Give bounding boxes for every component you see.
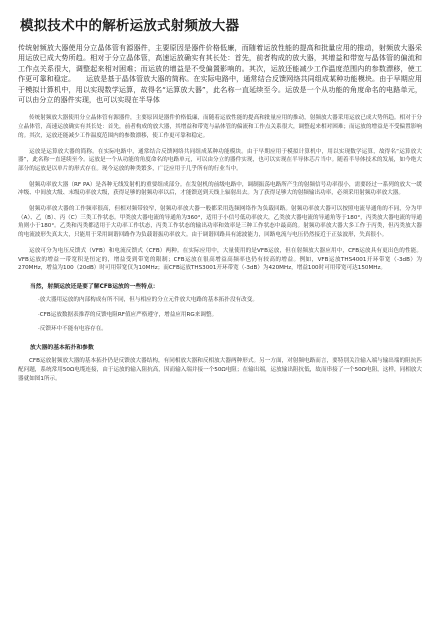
- body-paragraph-1: 传统射频放大器使用分立晶体管有源器件，主要原因是器件价格低廉，而随着运放性能的提高和批量应用的推动，射频放大器采用运放已成大势所趋。相对于分立晶体管，高速运放确实有其长处：首先，前者构成的放大器，其增益和带宽与晶体管的偏流和工作点关系很大，调整起来相对困难；而运放的增益是不受偏置影响的。其次，运放还能减少工作温度范围内的参数漂移，使工作更可靠和稳定。: [18, 115, 422, 139]
- page-title: 模拟技术中的解析运放式射频放大器: [20, 18, 240, 34]
- bullet-item-3: ·反馈环中不能有电容存在。: [38, 326, 107, 333]
- section-heading: 放大器的基本拓扑和参数: [30, 345, 94, 352]
- body-paragraph-2: 运放是运算放大器的简称。在实际电路中，通常结合反馈网络共同组成某种功能模块。由于早期应用于模拟计算机中，用以实现数学运算，故得名“运算放大器”，此名称一直延续至今。运放是一个从功能的角度命名的电路单元，可以由分立的器件实现，也可以实现在半导体芯片当中。随着半导体技术的发展，如今绝大部分的运放是以单片的形式存在。现今运放的种类繁多，广泛应用于几乎所有的行业当中。: [18, 148, 422, 172]
- cfb-features-heading: 当然，射频运放还是要了解CFB运放的一些特点：: [30, 283, 159, 290]
- body-paragraph-3: 射频功率放大器（RF PA）是各种无线发射机的重要组成部分。在发射机的前级电路中，调制振荡电路所产生的射频信号功率很小，需要经过一系列的放大一缓冲级、中间放大级、末级功率放大级，获得足够的射频功率以后，才能馈送到天线上辐射出去。为了获得足够大的射频输出功率，必须采用射频功率放大器。: [18, 181, 422, 197]
- bullet-item-1: ·放大器用运放的内部构成有所不同，但与相应的分立元件放大电路的基本拓扑没有改变。: [38, 296, 258, 303]
- body-paragraph-4: 射频功率放大器的工作频率很高，但相对频带较窄，射频功率放大器一般都采用选频网络作为负载回路。射频功率放大器可以按照电流导通角的不同，分为甲（A）、乙（B）、丙（C）三类工作状态。甲类放大器电流的导通角为360°，适用于小信号低功率放大，乙类放大器电流的导通角等于180°，丙类放大器电流的导通角则小于180°。乙类和丙类都适用于大功率工作状态，丙类工作状态的输出功率和效率是三种工作状态中最高的。射频功率放大器大多工作于丙类，但丙类放大器的电流波形失真太大，只能用于采用调谐回路作为负载谐振功率放大。由于调谐回路具有滤波能力，回路电流与电压仍然接近于正弦波形，失真很小。: [18, 206, 422, 239]
- bullet-item-2: ·CFB运放数据表推荐的反馈电阻RF值应严格遵守，增益应用RG来调整。: [38, 311, 218, 318]
- lead-paragraph: 传统射频放大器使用分立晶体管有源器件，主要原因是器件价格低廉，而随着运放性能的提高和批量应用的推动，射频放大器采用运放已成大势所趋。相对于分立晶体管，高速运放确实有其长处：首先，前者构成的放大器，其增益和带宽与晶体管的偏流和工作点关系很大，调整起来相对困难；而运放的增益是不受偏置影响的。其次，运放还能减少工作温度范围内的参数漂移，使工作更可靠和稳定。 运放是基于晶体管放大器的简称。在实际电路中，通常结合反馈网络共同组成某种功能模块。由于早期应用于模拟计算机中，用以实现数学运算，故得名“运算放大器”，此名称一直延续至今。运放是一个从功能的角度命名的电路单元，可以由分立的器件实现，也可以实现在半导体: [18, 43, 422, 105]
- body-paragraph-6: CFB运放射频放大器的基本拓扑仍是反馈放大器结构，有同相放大器和反相放大器两种形式。另一方面，对射频电路而言，要特别关注输入端与输出端的阻抗匹配问题，系统常用50Ω电缆连接，由于运放的输入阻抗高，因而输入端并接一个50Ω电阻；在输出端，运放输出阻抗低，故而串接了一个50Ω电阻，这样，同相放大器就如图1所示。: [18, 358, 422, 382]
- body-paragraph-5: 运放可分为电压反馈式（VFB）和电流反馈式（CFB）两种。在实际应用中，大量使用的是VFB运放，但在射频放大器应用中，CFB运放具有更出色的性能。VFB运放的增益一带宽积是恒定的，增益受到带宽的限制；CFB运放在很高增益高频率也仍有较高的增益。例如，VFB运放THS4001开环带宽（-3dB）为270MHz，增益为100（20dB）时可用带宽仅为10MHz；而CFB运放THS3001开环带宽（-3dB）为420MHz，增益100时可用带宽可达150MHz。: [18, 247, 422, 272]
